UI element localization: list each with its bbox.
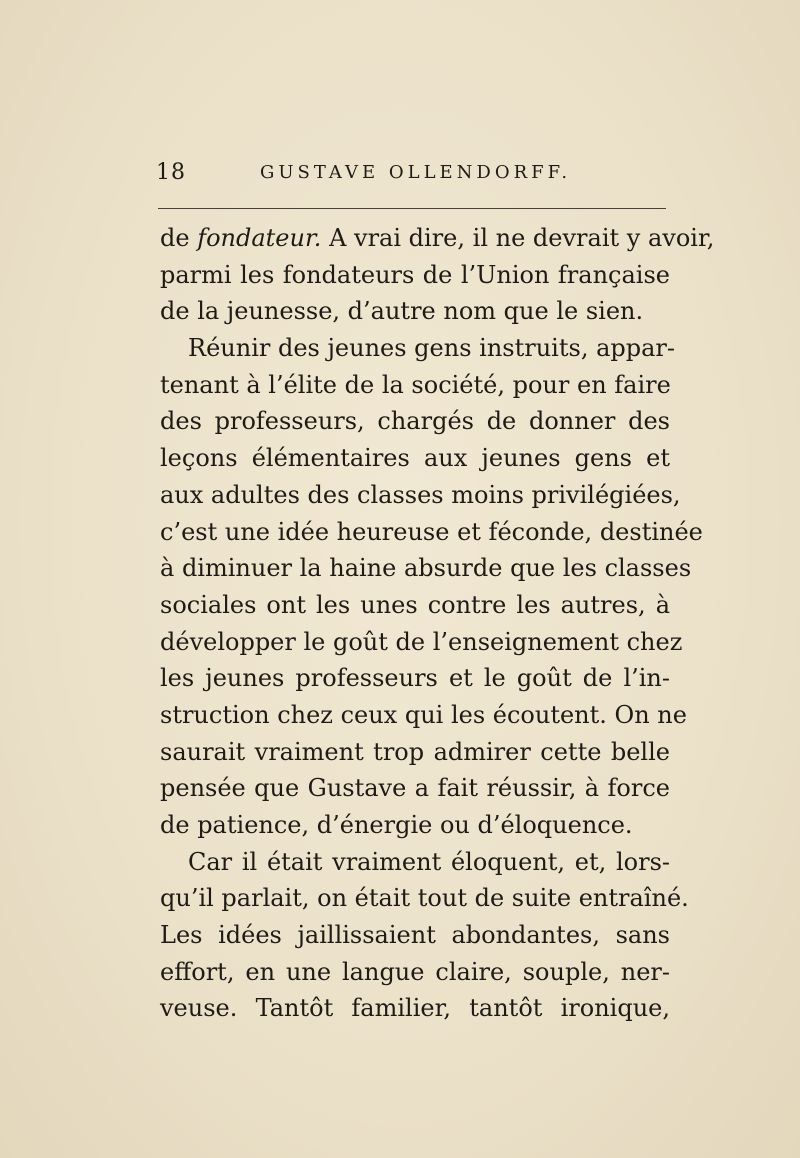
text-line-2: parmi les fondateurs de l’Union française (160, 260, 670, 289)
text-line-18: Car il était vraiment éloquent, et, lors- (188, 847, 670, 876)
text-line-21: effort, en une langue claire, souple, ner- (160, 957, 670, 986)
text-line-12: développer le goût de l’enseignement chez (160, 627, 683, 656)
text-line-1 (160, 220, 715, 257)
text-line-11: sociales ont les unes contre les autres, à (160, 590, 670, 619)
text-line-1-start: de (160, 224, 198, 252)
text-line-6: des professeurs, chargés de donner des (160, 407, 670, 436)
text-line-10: à diminuer la haine absurde que les classes (160, 554, 692, 583)
header-rule (158, 208, 666, 209)
italic-word: fondateur. (197, 224, 322, 252)
text-line-5: tenant à l’élite de la société, pour en faire (160, 370, 671, 399)
text-line-13: les jeunes professeurs et le goût de l’in- (160, 664, 670, 693)
text-line-15: saurait vraiment trop admirer cette belle (160, 737, 670, 766)
running-head (152, 150, 672, 190)
text-line-7: leçons élémentaires aux jeunes gens et (160, 444, 670, 473)
text-line-14: struction chez ceux qui les écoutent. On ne (160, 700, 687, 729)
text-line-22: veuse. Tantôt familier, tantôt ironique, (160, 994, 670, 1023)
text-line-16: pensée que Gustave a fait réussir, à force (160, 774, 670, 803)
text-line-1-rest: A vrai dire, il ne devrait y avoir, (321, 224, 715, 252)
page-number: 18 (156, 160, 186, 185)
body-text (160, 220, 715, 1027)
text-line-8: aux adultes des classes moins privilégiées, (160, 480, 681, 509)
text-line-17: de patience, d’énergie ou d’éloquence. (160, 811, 633, 839)
text-line-3: de la jeunesse, d’autre nom que le sien. (160, 297, 644, 326)
text-line-20: Les idées jaillissaient abondantes, sans (160, 921, 670, 950)
running-head-title: GUSTAVE OLLENDORFF. (260, 162, 572, 183)
text-line-4: Réunir des jeunes gens instruits, appar- (188, 334, 675, 363)
text-line-9: c’est une idée heureuse et féconde, destinée (160, 517, 703, 546)
text-line-19: qu’il parlait, on était tout de suite entraîné. (160, 884, 689, 913)
